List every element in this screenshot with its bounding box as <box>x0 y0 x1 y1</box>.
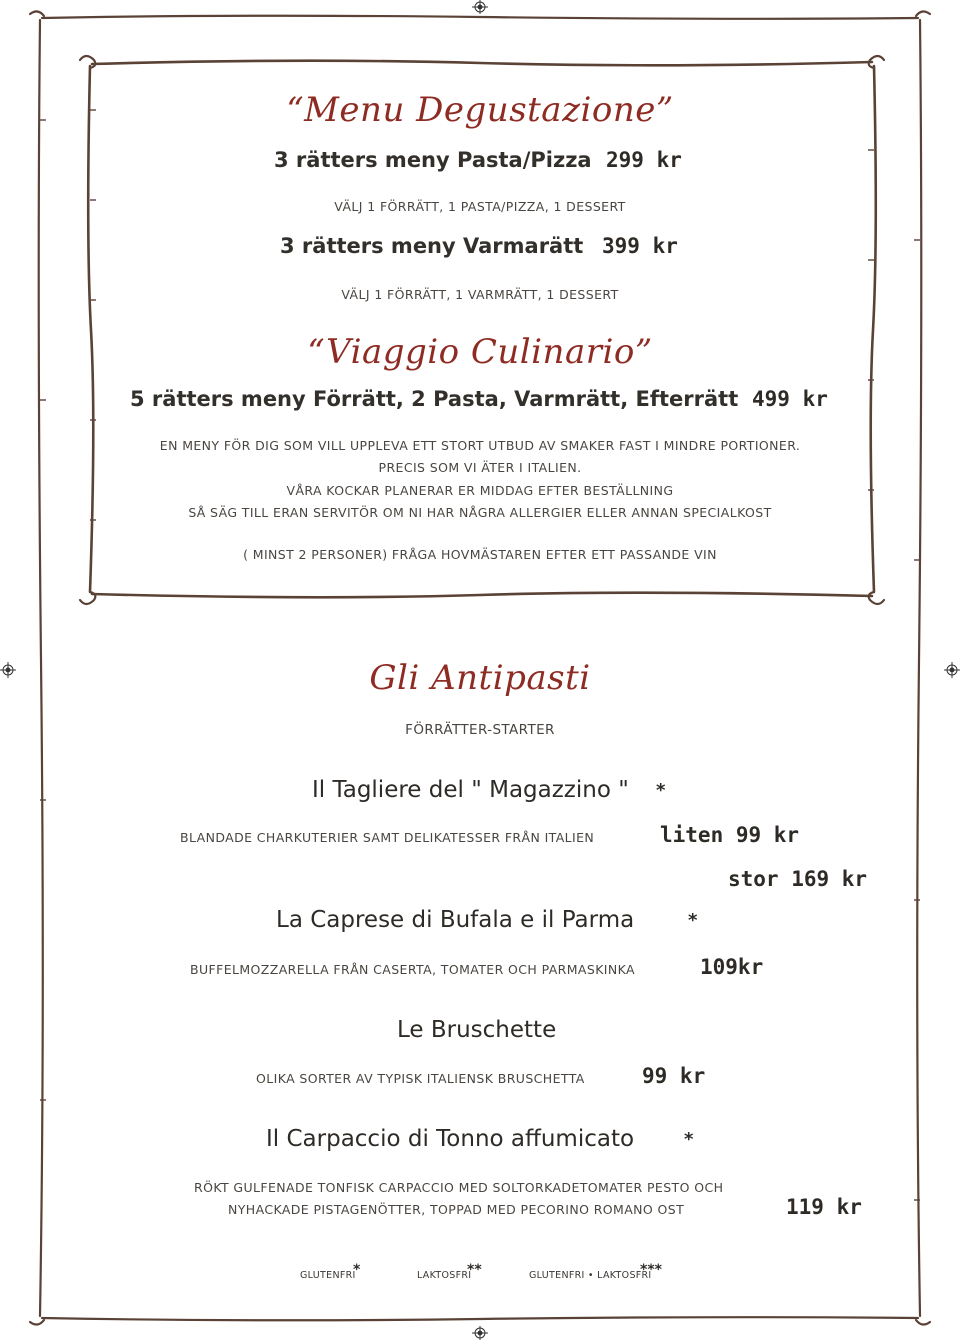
viaggio-desc-line: ( MINST 2 PERSONER) FRÅGA HOVMÄSTAREN EFTER ETT PASSANDE VIN <box>243 547 717 562</box>
legend-marker: * <box>353 1262 361 1278</box>
dish-desc: OLIKA SORTER AV TYPISK ITALIENSK BRUSCHETTA <box>256 1071 585 1086</box>
legend-label: LAKTOSFRI <box>417 1270 472 1281</box>
pasta-menu-desc: VÄLJ 1 FÖRRÄTT, 1 PASTA/PIZZA, 1 DESSERT <box>334 199 626 214</box>
dish-marker: * <box>688 910 698 931</box>
varm-menu-name: 3 rätters meny Varmarätt <box>280 234 584 258</box>
dish-marker: * <box>656 780 666 801</box>
dish-desc: BUFFELMOZZARELLA FRÅN CASERTA, TOMATER OCH PARMASKINKA <box>190 962 635 977</box>
dish-name: Le Bruschette <box>397 1017 557 1043</box>
pasta-menu-name: 3 rätters meny Pasta/Pizza <box>274 148 592 172</box>
registration-mark-icon <box>472 0 488 14</box>
dish-desc: BLANDADE CHARKUTERIER SAMT DELIKATESSER FRÅN ITALIEN <box>180 830 595 845</box>
dish-price: 109kr <box>700 955 764 979</box>
viaggio-title: “Viaggio Culinario” <box>307 332 653 372</box>
dish-name: La Caprese di Bufala e il Parma <box>276 907 635 933</box>
dish-name: Il Tagliere del " Magazzino " <box>312 777 629 803</box>
dish-price: stor 169 kr <box>728 867 868 891</box>
viaggio-menu-name: 5 rätters meny Förrätt, 2 Pasta, Varmrätt, Efterrätt <box>130 387 739 411</box>
degustazione-title: “Menu Degustazione” <box>286 90 674 130</box>
dish-price: 119 kr <box>786 1195 862 1219</box>
pasta-menu-price: 299 kr <box>606 148 682 172</box>
antipasti-subtitle: FÖRRÄTTER-STARTER <box>405 722 555 738</box>
viaggio-desc-line: SÅ SÄG TILL ERAN SERVITÖR OM NI HAR NÅGRA ALLERGIER ELLER ANNAN SPECIALKOST <box>188 505 772 520</box>
dish-name: Il Carpaccio di Tonno affumicato <box>266 1126 635 1152</box>
viaggio-desc-line: EN MENY FÖR DIG SOM VILL UPPLEVA ETT STORT UTBUD AV SMAKER FAST I MINDRE PORTIONER. <box>159 438 801 453</box>
dish-desc: RÖKT GULFENADE TONFISK CARPACCIO MED SOLTORKADETOMATER PESTO OCH <box>194 1180 724 1195</box>
legend-marker: ** <box>467 1262 482 1278</box>
legend-label: GLUTENFRI <box>300 1270 356 1281</box>
dish-price: 99 kr <box>642 1064 706 1088</box>
legend-label: GLUTENFRI • LAKTOSFRI <box>529 1270 652 1281</box>
antipasti-title: Gli Antipasti <box>369 658 591 698</box>
dish-marker: * <box>684 1129 694 1150</box>
dish-desc: NYHACKADE PISTAGENÖTTER, TOPPAD MED PECORINO ROMANO OST <box>228 1202 685 1217</box>
legend-marker: *** <box>640 1262 662 1278</box>
varm-menu-desc: VÄLJ 1 FÖRRÄTT, 1 VARMRÄTT, 1 DESSERT <box>341 287 619 302</box>
dish-price: liten 99 kr <box>660 823 800 847</box>
viaggio-desc-line: VÅRA KOCKAR PLANERAR ER MIDDAG EFTER BESTÄLLNING <box>286 483 674 498</box>
viaggio-menu-price: 499 kr <box>752 387 828 411</box>
viaggio-desc-line: PRECIS SOM VI ÄTER I ITALIEN. <box>378 460 582 475</box>
varm-menu-price: 399 kr <box>602 234 678 258</box>
registration-mark-icon <box>472 1326 488 1340</box>
